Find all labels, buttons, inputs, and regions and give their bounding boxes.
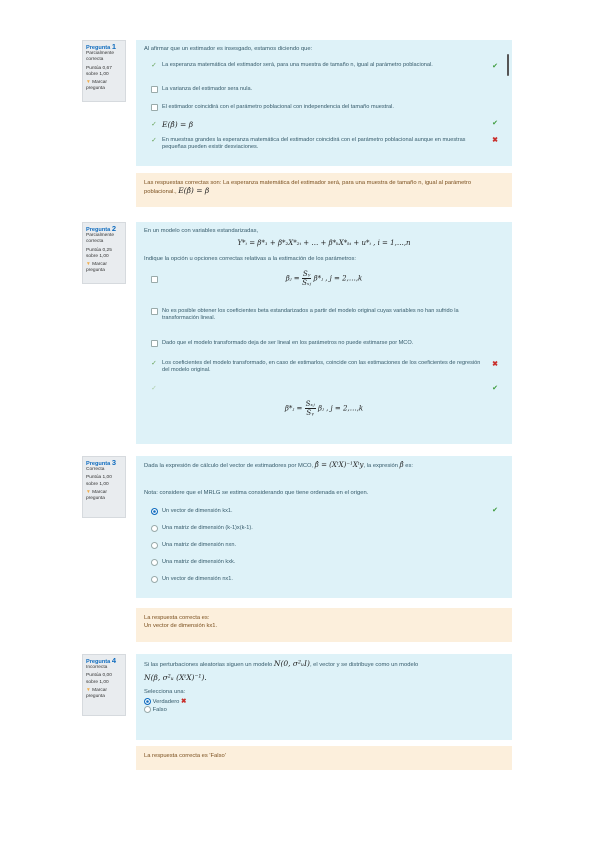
scrollbar[interactable]: [507, 54, 509, 76]
q3-flag-link[interactable]: ▼ Marcar pregunta: [86, 489, 108, 502]
q4-score: Puntúa 0,00 sobre 1,00: [86, 673, 112, 685]
checkbox-icon[interactable]: [150, 104, 158, 112]
q2-flag-link[interactable]: ▼ Marcar pregunta: [86, 262, 108, 274]
q4-question-text: Si las perturbaciones aleatorias siguen un modelo N(0, σ²ᵤI), el vector y se distribuye como un modelo: [144, 659, 419, 668]
q3-number: Pregunta 3: [86, 458, 116, 467]
flag-icon: ▼: [86, 80, 91, 86]
q3-panel: [136, 456, 512, 598]
q2-info-box: [82, 222, 126, 284]
q2-option-1-formula: βⱼ = $\frac{\text{Sᵧ}}{\text{Sₓⱼ}}$ β*ⱼ , j = 2,…,k: [285, 270, 363, 287]
checkbox-checked-icon[interactable]: ✓: [151, 360, 157, 367]
incorrect-icon: ✖: [492, 361, 498, 368]
radio-icon[interactable]: [150, 559, 158, 567]
q2-score: Puntúa 0,25 sobre 1,00: [86, 247, 112, 259]
q4-option-false[interactable]: Falso: [144, 706, 504, 715]
q2-status: Parcialmente correcta: [86, 233, 114, 245]
q1-info-box: [82, 40, 126, 102]
checkbox-checked-icon[interactable]: ✓: [151, 121, 157, 128]
q3-option-3[interactable]: Una matriz de dimensión nxn.: [150, 542, 482, 549]
q4-flag-link[interactable]: ▼ Marcar pregunta: [86, 687, 108, 700]
q4-feedback: La respuesta correcta es 'Falso': [136, 746, 512, 770]
q2-option-4[interactable]: ✓ Los coeficientes del modelo transformado, en caso de estimarlos, coincide con las estimaciones de los coeficientes de regresión del modelo original.: [151, 360, 481, 373]
q3-info-box: [82, 456, 126, 518]
q3-option-1[interactable]: Un vector de dimensión kx1.: [150, 508, 482, 515]
radio-icon[interactable]: [150, 576, 158, 584]
q4-status: Incorrecta: [86, 665, 108, 671]
q3-option-4[interactable]: Una matriz de dimensión kxk.: [150, 559, 482, 566]
q1-question-text: Al afirmar que un estimador es insesgado, estamos diciendo que:: [144, 46, 313, 52]
q1-option-2[interactable]: La varianza del estimador sera nula.: [150, 86, 482, 93]
q4-panel: [136, 654, 512, 740]
q2-intro: En un modelo con variables estandarizadas,: [144, 228, 259, 234]
q3-feedback: La respuesta correcta es: Un vector de dimensión kx1.: [136, 608, 512, 642]
checkbox-checked-icon[interactable]: ✓: [151, 62, 157, 69]
q2-prompt: Indique la opción u opciones correctas relativas a la estimación de los parámetros:: [144, 256, 357, 262]
checkbox-icon[interactable]: [150, 308, 158, 316]
q2-option-2[interactable]: No es posible obtener los coeficientes beta estandarizados a partir del modelo original cuyas variables no han sufrido la transformación lineal.: [150, 308, 482, 322]
q2-model-equation: Y*ᵢ = β*₁ + β*₂X*₂ᵢ + … + β*ₖX*ₖᵢ + u*ᵢ , i = 1,…,n: [237, 239, 411, 247]
correct-icon: ✔: [492, 63, 498, 70]
incorrect-icon: ✖: [492, 137, 498, 144]
q1-number: Pregunta 1: [86, 42, 116, 51]
checkbox-icon[interactable]: [150, 86, 158, 94]
radio-icon[interactable]: [150, 525, 158, 533]
q1-option-1[interactable]: ✓ La esperanza matemática del estimador será, para una muestra de tamaño n, igual al parámetro poblacional.: [151, 62, 433, 69]
q4-select-prompt: Selecciona una:: [144, 689, 186, 696]
correct-icon: ✔: [492, 385, 498, 392]
q1-score: Puntúa 0,67 sobre 1,00: [86, 65, 112, 77]
checkbox-checked-icon[interactable]: ✓: [151, 385, 157, 392]
q3-score: Puntúa 1,00 sobre 1,00: [86, 475, 112, 487]
q2-number: Pregunta 2: [86, 224, 116, 233]
q2-option-5-formula: β*ⱼ = $\frac{\text{Sₓⱼ}}{\text{Sᵧ}}$ βⱼ , j = 2,…,k: [284, 400, 364, 417]
incorrect-icon: ✖: [181, 697, 187, 705]
q4-number: Pregunta 4: [86, 656, 116, 665]
q1-option-5[interactable]: ✓ En muestras grandes la esperanza matemática del estimador coincidirá con el parámetro poblacional aunque en muestras pequeñas pueden existir desviaciones.: [151, 137, 466, 150]
radio-selected-icon[interactable]: [150, 508, 158, 516]
radio-selected-icon[interactable]: [144, 699, 151, 705]
correct-icon: ✔: [492, 507, 498, 514]
q4-question-formula: N(β, σ²ᵤ (XᵗX)⁻¹).: [144, 672, 207, 682]
q3-question-text: Dada la expresión de cálculo del vector de estimadores por MCO, β̂ = (XᵗX)⁻¹Xᵗy, la expresión β̂ es:: [144, 461, 413, 469]
checkbox-checked-icon[interactable]: ✓: [151, 137, 157, 144]
q1-option-4[interactable]: ✓ E(β̂) = β: [151, 120, 194, 129]
flag-icon: ▼: [86, 262, 91, 268]
q1-feedback: Las respuestas correctas son: La esperanza matemática del estimador será, para una muestra de tamaño n, igual al parámetro poblacional., E(β̂) = β: [136, 173, 512, 207]
q4-option-true[interactable]: Verdadero ✖: [144, 698, 504, 707]
q3-status: Correcta: [86, 467, 105, 473]
q1-flag-link[interactable]: ▼ Marcar pregunta: [86, 80, 108, 92]
q1-panel: [136, 40, 512, 166]
radio-icon[interactable]: [150, 542, 158, 550]
q4-info-box: [82, 654, 126, 716]
q3-option-5[interactable]: Un vector de dimensión nx1.: [150, 576, 482, 583]
q3-option-2[interactable]: Una matriz de dimensión (k-1)x(k-1).: [150, 525, 482, 532]
q2-option-3[interactable]: Dado que el modelo transformado deja de ser lineal en los parámetros no puede estimarse por MCO.: [150, 340, 482, 347]
q3-note: Nota: considere que el MRLG se estima considerando que tiene ordenada en el origen.: [144, 490, 369, 496]
flag-icon: ▼: [86, 687, 91, 693]
q1-status: Parcialmente correcta: [86, 51, 114, 63]
checkbox-icon[interactable]: [150, 340, 158, 348]
q2-panel: [136, 222, 512, 444]
radio-icon[interactable]: [144, 707, 151, 713]
flag-icon: ▼: [86, 489, 91, 495]
q1-option-3[interactable]: El estimador coincidirá con el parámetro poblacional con independencia del tamaño muestral.: [150, 104, 482, 111]
correct-icon: ✔: [492, 120, 498, 127]
